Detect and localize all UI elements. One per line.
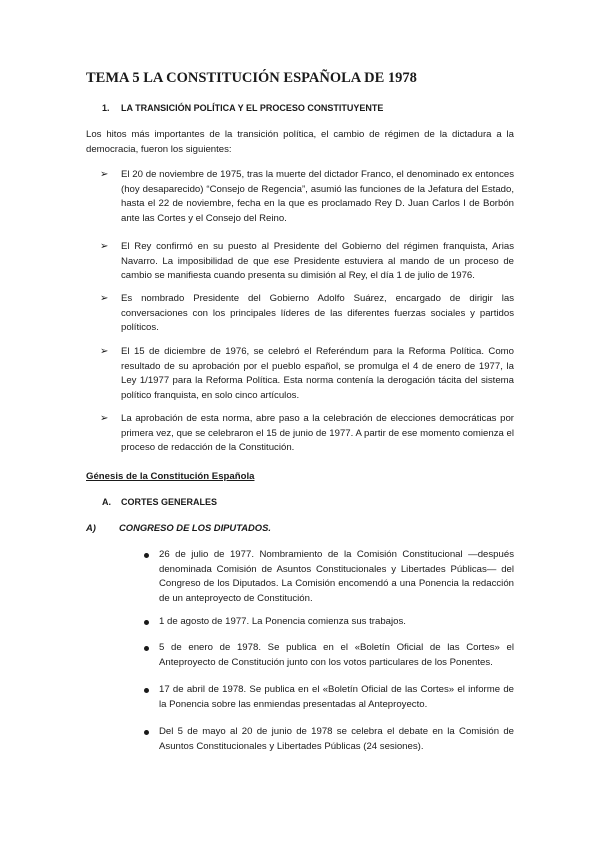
- dot-bullet-icon: [144, 646, 149, 651]
- arrow-bullet-icon: ➢: [100, 346, 109, 357]
- list-item-text: 5 de enero de 1978. Se publica en el «Boletín Oficial de las Cortes» el Anteproyecto de Constitución junto con los votos particulares de los Ponentes.: [159, 642, 514, 668]
- list-item-text: La aprobación de esta norma, abre paso a la celebración de elecciones democráticas por primera vez, que se celebraron el 15 de junio de 1977. A partir de ese momento comienza el proceso de redacción de la Constitución.: [121, 413, 514, 454]
- list-item-text: El 20 de noviembre de 1975, tras la muerte del dictador Franco, el denominado ex entonces (hoy desaparecido) “Consejo de Regencia”, asumió las funciones de la Jefatura del Estado, hasta el 22 de noviembre, fecha en la que es proclamado Rey D. Juan Carlos I de Borbón ante las Cortes y el Consejo del Reino.: [121, 169, 514, 224]
- list-item-text: 1 de agosto de 1977. La Ponencia comienza sus trabajos.: [159, 616, 406, 627]
- arrow-bullet-icon: ➢: [100, 293, 109, 304]
- intro-paragraph: Los hitos más importantes de la transición política, el cambio de régimen de la dictadura a la democracia, fueron los siguientes:: [86, 129, 514, 155]
- dot-bullet-icon: [144, 553, 149, 558]
- section-label: LA TRANSICIÓN POLÍTICA Y EL PROCESO CONSTITUYENTE: [121, 103, 384, 113]
- list-item-text: Es nombrado Presidente del Gobierno Adolfo Suárez, encargado de dirigir las conversaciones con los principales líderes de las diferentes fuerzas sociales y partidos políticos.: [121, 293, 514, 334]
- section-letter: A.: [102, 497, 111, 507]
- section-heading-transicion: [102, 101, 383, 116]
- list-item-text: 26 de julio de 1977. Nombramiento de la Comisión Constitucional —después denominada Comisión de Asuntos Constitucionales y Libertades Públicas— del Congreso de los Diputados. La Comisión encomendó a una Ponencia la redacción de un anteproyecto de Constitución.: [159, 549, 514, 604]
- page-title: TEMA 5 LA CONSTITUCIÓN ESPAÑOLA DE 1978: [86, 70, 417, 86]
- dot-bullet-icon: [144, 620, 149, 625]
- list-item-text: El 15 de diciembre de 1976, se celebró el Referéndum para la Reforma Política. Como resultado de su aprobación por el pueblo español, se promulga el 4 de enero de 1977, la Ley 1/1977 para la Reforma Política. Esta norma contenía la derogación tácita del sistema político franquista, en solo cinco artículos.: [121, 346, 514, 401]
- section-number: 1.: [102, 103, 110, 113]
- genesis-heading: Génesis de la Constitución Española: [86, 471, 255, 482]
- list-item-text: Del 5 de mayo al 20 de junio de 1978 se celebra el debate en la Comisión de Asuntos Constitucionales y Libertades Públicas (24 sesiones).: [159, 726, 514, 752]
- subsection-label: CONGRESO DE LOS DIPUTADOS.: [119, 522, 271, 533]
- arrow-bullet-icon: ➢: [100, 413, 109, 424]
- subsection-letter: A): [86, 522, 96, 533]
- list-item-text: El Rey confirmó en su puesto al Presidente del Gobierno del régimen franquista, Arias Navarro. La imposibilidad de que ese Presidente estuviera al mando de un proceso de cambio se manifiesta cuando presenta su dimisión al Rey, el día 1 de julio de 1976.: [121, 241, 514, 282]
- dot-bullet-icon: [144, 688, 149, 693]
- list-item-text: 17 de abril de 1978. Se publica en el «Boletín Oficial de las Cortes» el informe de la Ponencia sobre las enmiendas presentadas al Anteproyecto.: [159, 684, 514, 710]
- subsection-heading-congreso: [86, 521, 271, 536]
- section-heading-cortes: [102, 495, 217, 510]
- dot-bullet-icon: [144, 730, 149, 735]
- arrow-bullet-icon: ➢: [100, 169, 109, 180]
- arrow-bullet-icon: ➢: [100, 241, 109, 252]
- section-label: CORTES GENERALES: [121, 497, 218, 507]
